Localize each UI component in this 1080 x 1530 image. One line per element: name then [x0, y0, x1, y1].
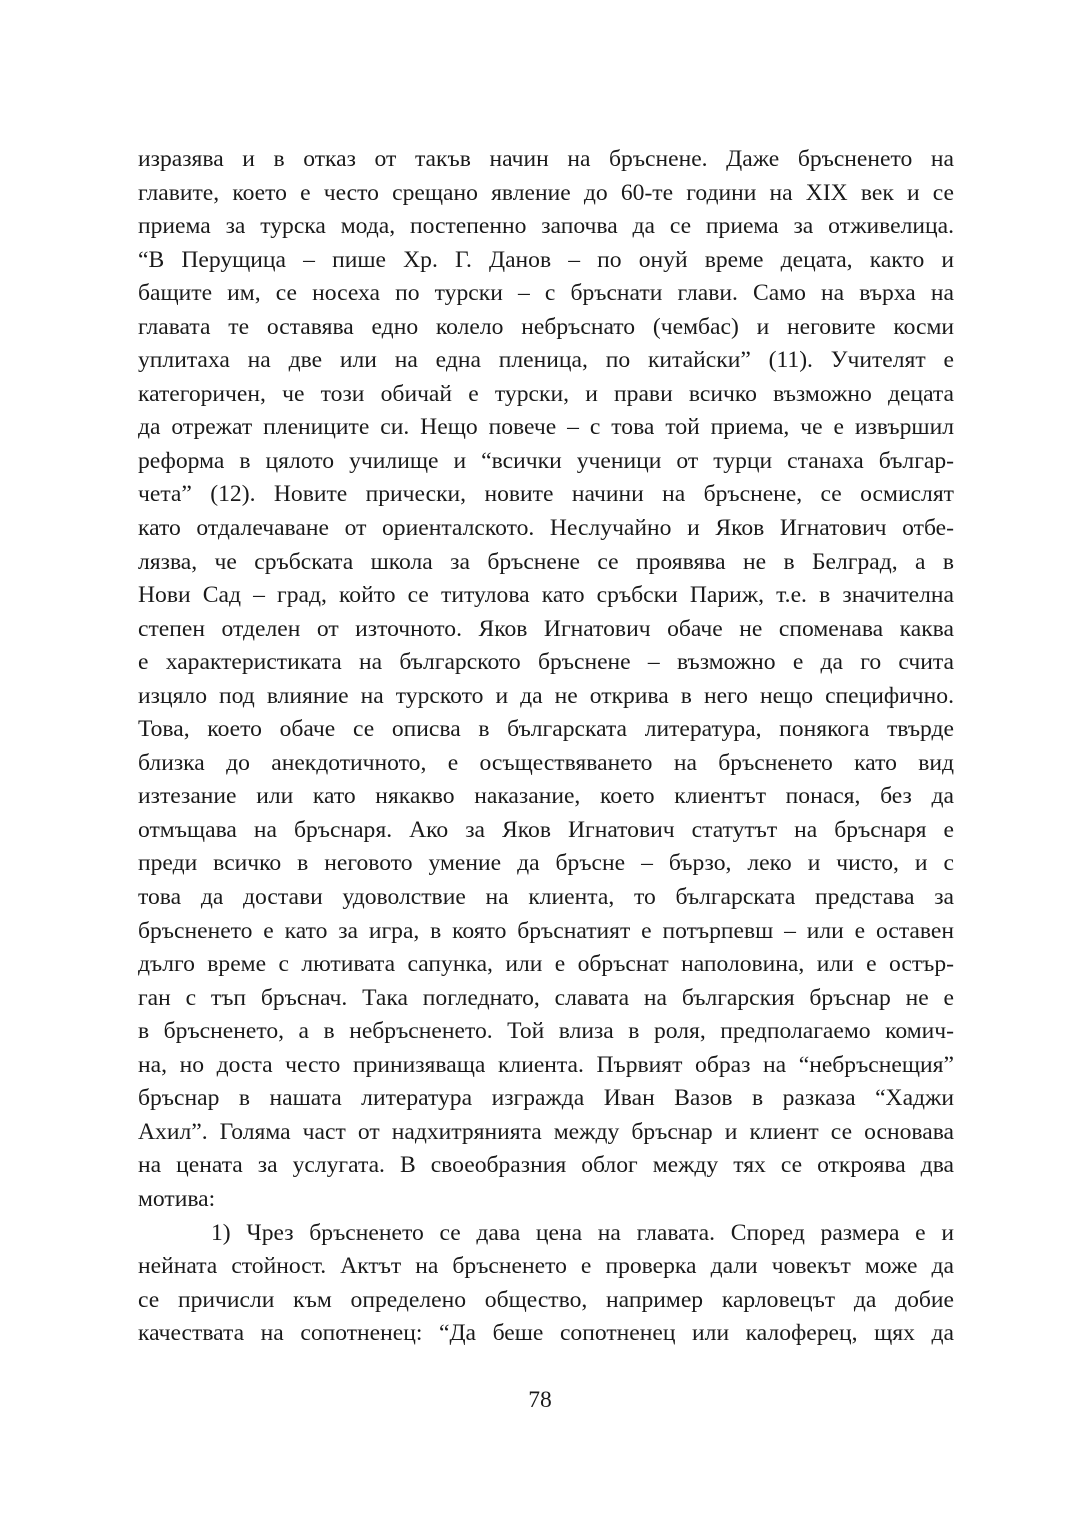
- text-line: приема за турска мода, постепенно започва да се приема за отживелица.: [138, 213, 954, 240]
- text-line: уплитаха на две или на една пленица, по китайски” (11). Учителят е: [138, 347, 954, 374]
- text-line: преди всичко в неговото умение да бръсне – бързо, леко и чисто, и с: [138, 850, 954, 877]
- text-line: изцяло под влияние на турското и да не открива в него нещо специфично.: [138, 682, 954, 709]
- text-line: степен отделен от източното. Яков Игнатович обаче не споменава каква: [138, 615, 954, 642]
- text-line: лязва, че сръбската школа за бръснене се проявява не в Белград, а в: [138, 548, 954, 575]
- text-line: качествата на сопотненец: “Да беше сопотненец или калоферец, щях да: [138, 1320, 954, 1347]
- text-line: на цената за услугата. В своеобразния облог между тях се откроява два: [138, 1152, 954, 1179]
- text-line: Това, което обаче се описва в българската литература, понякога твърде: [138, 716, 954, 743]
- text-line: на, но доста често принизяваща клиента. Първият образ на “небръснещия”: [138, 1051, 954, 1078]
- text-line: в бръсненето, а в небръсненето. Той влиза в роля, предполагаемо комич-: [138, 1018, 954, 1045]
- text-line: бръсненето е като за игра, в която бръснатият е потърпевш – или е оставен: [138, 917, 954, 944]
- text-line: като отдалечаване от ориенталското. Неслучайно и Яков Игнатович отбе-: [138, 515, 954, 542]
- text-line: отмъщава на бръснаря. Ако за Яков Игнатович статутът на бръснаря е: [138, 816, 954, 843]
- text-line: 1) Чрез бръсненето се дава цена на главата. Според размера е и: [211, 1219, 954, 1246]
- text-line: главите, което е често срещано явление до 60-те години на XIX век и се: [138, 179, 954, 206]
- text-line: изтезание или като някакво наказание, което клиентът понася, без да: [138, 783, 954, 810]
- text-line: ган с тъп бръснач. Така погледнато, славата на българския бръснар не е: [138, 984, 954, 1011]
- text-line: дълго време с лютивата сапунка, или е обръснат наполовина, или е остър-: [138, 951, 954, 978]
- text-line: бръснар в нашата литература изгражда Иван Вазов в разказа “Хаджи: [138, 1085, 954, 1112]
- text-line: чета” (12). Новите прически, новите начини на бръснене, се осмислят: [138, 481, 954, 508]
- page-number: 78: [528, 1387, 552, 1413]
- text-line: Нови Сад – град, който се титулова като сръбски Париж, т.е. в значителна: [138, 582, 954, 609]
- text-line: това да достави удоволствие на клиента, то българската представа за: [138, 884, 954, 911]
- text-line: е характеристиката на българското бръснене – възможно е да го счита: [138, 649, 954, 676]
- text-line: Ахил”. Голяма част от надхитрянията между бръснар и клиент се основава: [138, 1118, 954, 1145]
- text-line: се причисли към определено общество, например карловецът да добие: [138, 1286, 954, 1313]
- text-line: изразява и в отказ от такъв начин на бръснене. Даже бръсненето на: [138, 146, 954, 172]
- text-line: реформа в цялото училище и “всички ученици от турци станаха българ-: [138, 447, 954, 474]
- text-line: “В Перущица – пише Хр. Г. Данов – по онуй време децата, както и: [138, 246, 954, 273]
- text-line: главата те оставява едно колело небръснато (чембас) и неговите косми: [138, 313, 954, 340]
- body-text: [138, 143, 954, 1351]
- text-line: мотива:: [138, 1185, 216, 1212]
- text-line: да отрежат плениците си. Нещо повече – с това той приема, че е извършил: [138, 414, 954, 441]
- text-line: бащите им, се носеха по турски – с бръснати глави. Само на върха на: [138, 280, 954, 307]
- text-line: категоричен, че този обичай е турски, и прави всичко възможно децата: [138, 380, 954, 407]
- text-line: близка до анекдотичното, е осъществяването на бръсненето като вид: [138, 749, 954, 776]
- text-line: нейната стойност. Актът на бръсненето е проверка дали човекът може да: [138, 1253, 954, 1280]
